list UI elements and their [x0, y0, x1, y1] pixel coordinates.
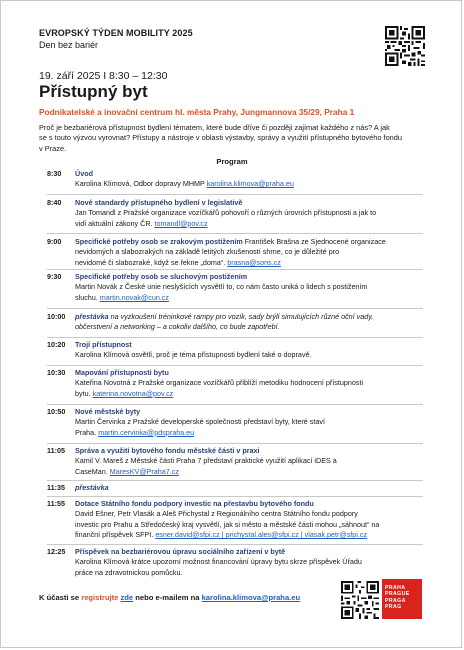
- register-link[interactable]: registrujte: [81, 593, 119, 602]
- logo-line: PRAGUE: [385, 591, 410, 598]
- item-heading: Příspěvek na bezbariérovou úpravu sociálního zařízení v bytě: [75, 547, 286, 556]
- intro-line: Proč je bezbariérová přístupnost bydlení tématem, které bude dříve či později zajímat každého z nás? A jak: [39, 123, 390, 132]
- item-heading: Úvod: [75, 169, 93, 178]
- praha-logo: [382, 579, 422, 619]
- email-link[interactable]: martin.novak@cun.cz: [99, 292, 169, 302]
- item-description: vidí aktuální zákony ČR.: [75, 218, 153, 228]
- item-description: Martin Červinka z Pražské developerské společnosti představí byty, které staví: [75, 417, 325, 427]
- logo-line: PRAHA: [385, 585, 406, 591]
- divider: [47, 337, 423, 338]
- item-heading: přestávka: [75, 483, 109, 492]
- item-description: práce na zdravotnickou pomůcku.: [75, 567, 183, 577]
- program-item: [47, 483, 423, 493]
- divider: [47, 404, 423, 405]
- divider: [47, 233, 423, 234]
- intro-paragraph: [39, 123, 429, 154]
- item-heading: Specifické potřeby osob se sluchovým postižením: [75, 272, 248, 281]
- logo-line: PRAGA: [385, 597, 406, 604]
- item-description: Karolina Klímová krátce upozorní možnost financování úpravy bytu skrze příspěvek Úřadu: [75, 557, 362, 567]
- program-item: [47, 368, 423, 399]
- item-time: 9:30: [47, 272, 62, 281]
- email-link[interactable]: martin.cervinka@pdspraha.eu: [98, 427, 195, 437]
- divider: [47, 365, 423, 366]
- divider: [47, 496, 423, 497]
- item-heading: Správa a využití bytového fondu městské části v praxi: [75, 446, 260, 455]
- item-heading: Nové standardy přístupného bydlení v legislativě: [75, 198, 243, 207]
- item-heading: Dotace Státního fondu podpory investic na přestavbu bytového fondu: [75, 499, 314, 508]
- footer-text: K účasti se: [39, 593, 80, 602]
- item-time: 10:00: [47, 312, 66, 321]
- program-heading: Program: [216, 157, 248, 166]
- program-item: [47, 237, 423, 268]
- item-time: 12:25: [47, 547, 66, 556]
- item-heading: Trojí přístupnost: [75, 340, 132, 349]
- item-time: 11:35: [47, 483, 65, 492]
- email-link[interactable]: brasna@sons.cz: [227, 257, 281, 267]
- email-link[interactable]: MaresKV@Praha7.cz: [109, 466, 179, 476]
- contact-email-link[interactable]: karolina.klimova@praha.eu: [201, 593, 301, 602]
- item-time: 8:30: [47, 169, 62, 178]
- divider: [47, 308, 423, 309]
- email-link[interactable]: katerina.novotna@pov.cz: [92, 388, 174, 398]
- item-description: občerstvení a networking – a cokoliv dalšího, co bude zapotřebí.: [75, 322, 280, 332]
- event-date-time: 19. září 2025 I 8:30 – 12:30: [39, 70, 168, 82]
- event-series-title: EVROPSKÝ TÝDEN MOBILITY 2025: [39, 28, 193, 38]
- program-item: [47, 547, 423, 578]
- qr-code-icon[interactable]: [341, 581, 379, 619]
- program-item: [47, 407, 423, 438]
- item-description: Karolina Klímová osvětlí, proč je téma přístupnosti bydlení také o dopravě.: [75, 350, 312, 360]
- item-time: 9:00: [47, 237, 62, 246]
- program-item: [47, 499, 423, 541]
- item-description: František Brašna ze Sjednocené organizace: [244, 237, 386, 246]
- registration-footer: [39, 593, 300, 602]
- email-link[interactable]: esner.david@sfpi.cz | prichystal.ales@sfpi.cz | vlasak.petr@sfpi.cz: [155, 530, 368, 540]
- item-description: investic pro Prahu a Středočeský kraj vysvětlí, jak si město a městské části mohou „sáhnout“ na: [75, 519, 380, 529]
- email-link[interactable]: tomandl@pov.cz: [154, 218, 208, 228]
- event-title: Přístupný byt: [39, 82, 148, 101]
- item-time: 10:50: [47, 407, 66, 416]
- item-time: 11:55: [47, 499, 65, 508]
- item-time: 10:30: [47, 368, 66, 377]
- item-description: Praha.: [75, 427, 97, 437]
- program-item: [47, 198, 423, 229]
- program-item: [47, 446, 423, 477]
- item-heading: Nové městské byty: [75, 407, 141, 416]
- logo-line: PRAG: [385, 604, 402, 611]
- item-description: Karolina Klímová, Odbor dopravy MHMP: [75, 179, 205, 189]
- item-description: Jan Tomandl z Pražské organizace vozíčkářů pohovoří o různých úrovních přístupnosti a jak to: [75, 208, 377, 218]
- program-item: [47, 169, 423, 190]
- item-description: David Ešner, Petr Vlasák a Aleš Přichystal z Regionálního centra Státního fondu podpory: [75, 509, 358, 519]
- divider: [47, 194, 423, 195]
- item-description: Martin Novák z České unie neslyšících vysvětlí to, co nám často uniká o lidech s postižením: [75, 282, 368, 292]
- program-item: [47, 312, 423, 333]
- divider: [47, 269, 423, 270]
- intro-line: se s touto výzvou vyrovnat? Přístupy a nástroje v oblasti výstavby, správy a využití přístupného bytového fondu: [39, 133, 403, 143]
- footer-text: nebo e-mailem na: [135, 593, 200, 602]
- item-time: 8:40: [47, 198, 62, 207]
- day-theme: Den bez bariér: [39, 40, 99, 50]
- item-heading: Mapování přístupnosti bytu: [75, 368, 169, 377]
- program-item: [47, 272, 423, 303]
- here-link[interactable]: zde: [120, 593, 134, 602]
- item-description: Kamil V. Mareš z Městské části Praha 7 představí praktické využití aplikací iDES a: [75, 456, 337, 466]
- item-heading: přestávka: [75, 312, 109, 321]
- item-description: nevidomých a slabozrakých na základě letitých zkušeností shrne, co je důležité pro: [75, 247, 340, 257]
- item-heading: Specifické potřeby osob se zrakovým postižením: [75, 237, 243, 246]
- program-item: [47, 340, 423, 361]
- qr-code-icon[interactable]: [385, 26, 425, 66]
- intro-line: v Praze.: [39, 143, 67, 153]
- item-description: Kateřina Novotná z Pražské organizace vozíčkářů přiblíží metodiku hodnocení přístupnosti: [75, 378, 364, 388]
- item-time: 10:20: [47, 340, 66, 349]
- item-description: finanční příspěvek SFPI.: [75, 530, 154, 540]
- item-description: na vyzkoušení tréninkové rampy pro vozík, sady brýlí simulujících různé oční vady,: [110, 312, 374, 321]
- email-link[interactable]: karolina.klimova@praha.eu: [206, 179, 294, 189]
- document-header: [39, 28, 193, 50]
- item-description: CaseMan.: [75, 466, 108, 476]
- event-venue: Podnikatelské a inovační centrum hl. města Prahy, Jungmannova 35/29, Praha 1: [39, 107, 355, 117]
- divider: [47, 443, 423, 444]
- item-description: bytu.: [75, 388, 91, 398]
- divider: [47, 480, 423, 481]
- divider: [47, 544, 423, 545]
- item-description: nevidomé či slabozraké, když se řekne „doma“.: [75, 257, 226, 267]
- item-time: 11:05: [47, 446, 65, 455]
- item-description: sluchu.: [75, 292, 98, 302]
